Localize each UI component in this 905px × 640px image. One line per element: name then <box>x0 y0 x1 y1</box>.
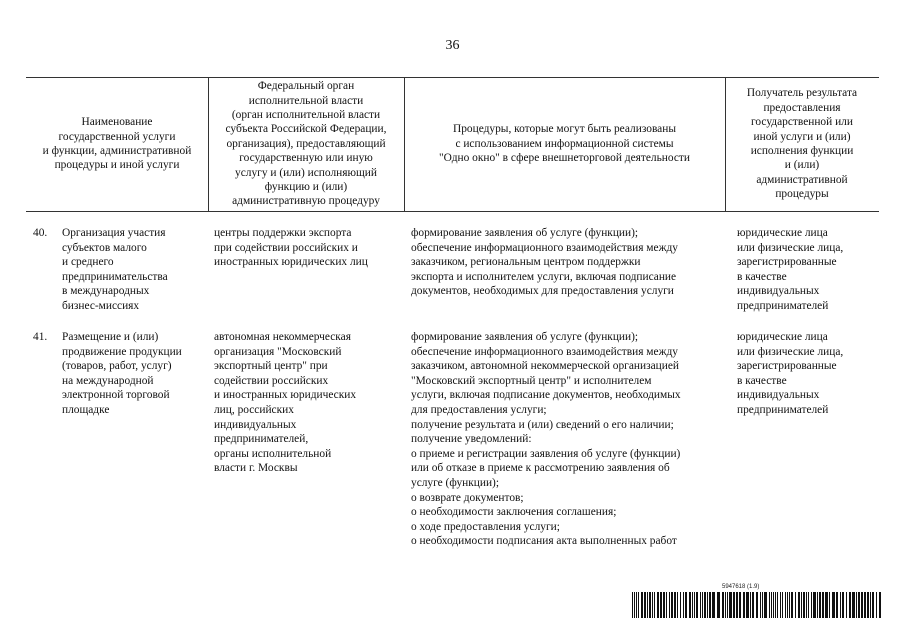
cell-line: экспорта и исполнителем услуги, включая подписание <box>411 270 677 283</box>
cell-line: (товаров, работ, услуг) <box>62 360 172 373</box>
header-line: исполнения функции <box>750 145 854 157</box>
cell-line: предпринимателей, <box>214 433 309 446</box>
service-name-cell <box>62 226 168 314</box>
authority-cell <box>214 330 356 476</box>
header-line: услугу и (или) исполняющий <box>235 166 377 179</box>
service-name-cell <box>62 330 182 418</box>
cell-line: и иностранных юридических <box>214 389 357 402</box>
cell-line: содействии российских <box>214 374 329 387</box>
row-number: 41. <box>33 331 48 343</box>
cell-line: органы исполнительной <box>214 447 332 460</box>
cell-line: о приеме и регистрации заявления об услуге (функции) <box>411 447 681 460</box>
barcode-image <box>632 592 882 618</box>
cell-line: для предоставления услуги; <box>411 403 547 416</box>
header-line: с использованием информационной системы <box>455 137 674 150</box>
cell-line: в международных <box>62 285 150 298</box>
cell-line: и среднего <box>62 256 114 269</box>
cell-line: предпринимателей <box>737 299 829 312</box>
barcode-label: 5947618 (1.9) <box>722 584 760 590</box>
cell-line: электронной торговой <box>62 389 170 402</box>
cell-line: в качестве <box>737 374 787 387</box>
cell-line: при содействии российских и <box>214 241 358 254</box>
header-line: функцию и (или) <box>264 181 348 194</box>
procedures-cell <box>411 330 681 549</box>
header-line: государственной или <box>751 116 853 129</box>
cell-line: организация "Московский <box>214 345 342 358</box>
document-barcode <box>632 584 882 624</box>
header-line: Наименование <box>81 116 153 129</box>
page-number: 36 <box>445 38 460 53</box>
cell-line: власти г. Москвы <box>214 462 298 475</box>
cell-line: на международной <box>62 374 154 387</box>
cell-line: индивидуальных <box>214 418 297 431</box>
cell-line: в качестве <box>737 270 787 283</box>
header-line: Получатель результата <box>746 87 858 100</box>
header-line: Процедуры, которые могут быть реализованы <box>453 123 676 136</box>
cell-line: о необходимости заключения соглашения; <box>411 506 617 519</box>
row-number: 40. <box>33 227 48 239</box>
recipient-cell <box>737 330 843 418</box>
cell-line: лиц, российских <box>214 403 294 416</box>
cell-line: индивидуальных <box>737 285 820 298</box>
cell-line: юридические лица <box>737 331 828 343</box>
cell-line: о возврате документов; <box>411 491 524 504</box>
cell-line: о необходимости подписания акта выполненных работ <box>411 535 677 548</box>
table-header-procedures <box>404 77 725 211</box>
cell-line: предпринимательства <box>62 270 168 283</box>
table-header-service-name <box>26 77 208 211</box>
cell-line: бизнес-миссиях <box>62 299 140 312</box>
cell-line: услуги, включая подписание документов, необходимых <box>411 389 681 402</box>
cell-line: или физические лица, <box>737 345 844 358</box>
header-line: иной услуги и (или) <box>753 130 851 143</box>
table-header-recipient <box>725 77 879 211</box>
header-line: предоставления <box>763 101 841 114</box>
header-line: административную процедуру <box>232 195 380 208</box>
cell-line: экспортный центр" при <box>214 360 328 373</box>
cell-line: обеспечение информационного взаимодействия между <box>411 345 678 358</box>
cell-line: или об отказе в приеме к рассмотрению заявления об <box>411 462 670 475</box>
header-line: "Одно окно" в сфере внешнеторговой деятельности <box>438 152 691 165</box>
header-line: административной <box>756 173 848 186</box>
header-line: организация), предоставляющий <box>226 137 386 150</box>
header-line: (орган исполнительной власти <box>231 108 381 121</box>
cell-line: или физические лица, <box>737 241 844 254</box>
cell-line: иностранных юридических лиц <box>214 256 368 269</box>
header-line: процедуры и иной услуги <box>54 159 180 172</box>
cell-line: автономная некоммерческая <box>214 331 351 343</box>
header-line: субъекта Российской Федерации, <box>225 123 387 136</box>
cell-line: заказчиком, региональным центром поддержки <box>411 256 641 269</box>
cell-line: документов, необходимых для предоставления услуги <box>411 285 674 298</box>
header-line: исполнительной власти <box>248 94 364 107</box>
header-line: процедуры <box>775 188 829 201</box>
cell-line: услуге (функции); <box>411 476 500 489</box>
cell-line: индивидуальных <box>737 389 820 402</box>
header-line: и (или) <box>784 159 820 172</box>
cell-line: заказчиком, автономной некоммерческой организацией <box>411 360 679 373</box>
cell-line: Организация участия <box>62 227 166 239</box>
header-line: государственной услуги <box>58 130 176 143</box>
cell-line: зарегистрированные <box>737 256 837 269</box>
table-header-bottom-rule <box>26 211 879 212</box>
cell-line: юридические лица <box>737 227 828 239</box>
table-header-authority <box>208 77 404 211</box>
cell-line: предпринимателей <box>737 403 829 416</box>
cell-line: площадке <box>62 403 110 416</box>
cell-line: формирование заявления об услуге (функции); <box>411 331 639 343</box>
cell-line: "Московский экспортный центр" и исполнителем <box>411 374 652 387</box>
cell-line: обеспечение информационного взаимодействия между <box>411 241 678 254</box>
header-line: Федеральный орган <box>257 80 355 93</box>
cell-line: получение уведомлений: <box>411 433 532 446</box>
procedures-cell <box>411 226 678 299</box>
cell-line: продвижение продукции <box>62 345 182 358</box>
cell-line: формирование заявления об услуге (функции); <box>411 227 639 239</box>
cell-line: получение результата и (или) сведений о его наличии; <box>411 418 674 431</box>
cell-line: зарегистрированные <box>737 360 837 373</box>
cell-line: субъектов малого <box>62 241 147 254</box>
recipient-cell <box>737 226 843 314</box>
cell-line: Размещение и (или) <box>62 331 159 343</box>
cell-line: о ходе предоставления услуги; <box>411 520 560 533</box>
header-line: государственную или иную <box>239 152 373 165</box>
cell-line: центры поддержки экспорта <box>214 227 352 239</box>
header-line: и функции, административной <box>42 145 192 157</box>
authority-cell <box>214 226 368 270</box>
